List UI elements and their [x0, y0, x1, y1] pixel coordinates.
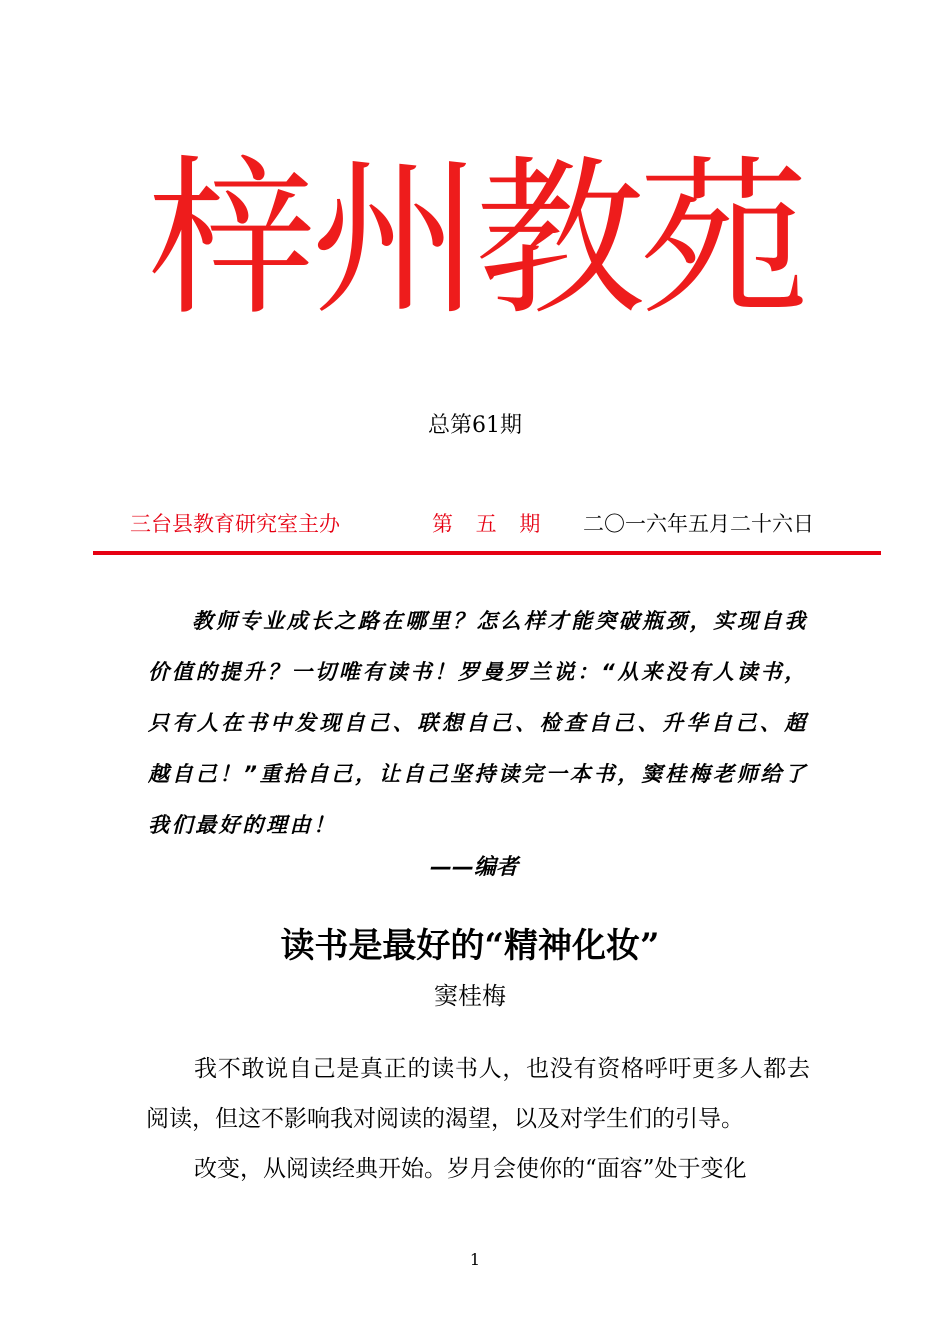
editor-note: 教师专业成长之路在哪里？怎么样才能突破瓶颈，实现自我价值的提升？一切唯有读书！罗曼罗兰说：“从来没有人读书，只有人在书中发现自己、联想自己、检查自己、升华自己、超越自己！”重拾自己，让自己坚持读完一本书，窦桂梅老师给了我们最好的理由！	[148, 609, 808, 837]
article-author: 窦桂梅	[434, 982, 506, 1010]
article-paragraph: 改变，从阅读经典开始。岁月会使你的“面容”处于变化	[194, 1156, 747, 1182]
publication-date: 二〇一六年五月二十六日	[583, 512, 814, 536]
publication-info-row	[0, 508, 950, 538]
article-body	[146, 1044, 810, 1194]
issue-number: 第 五 期	[432, 512, 549, 536]
publisher-label: 三台县教育研究室主办	[130, 512, 340, 536]
page-number: 1	[469, 1250, 481, 1269]
article-title: 读书是最好的“精神化妆”	[280, 926, 660, 966]
masthead-title: 梓州教苑	[146, 141, 803, 339]
issue-total-number: 总第61期	[428, 413, 522, 438]
editor-signature: ——编者	[430, 855, 519, 880]
article-paragraph: 我不敢说自己是真正的读书人，也没有资格呼吁更多人都去阅读，但这不影响我对阅读的渴望，以及对学生们的引导。	[146, 1056, 810, 1132]
header-divider	[93, 551, 881, 555]
